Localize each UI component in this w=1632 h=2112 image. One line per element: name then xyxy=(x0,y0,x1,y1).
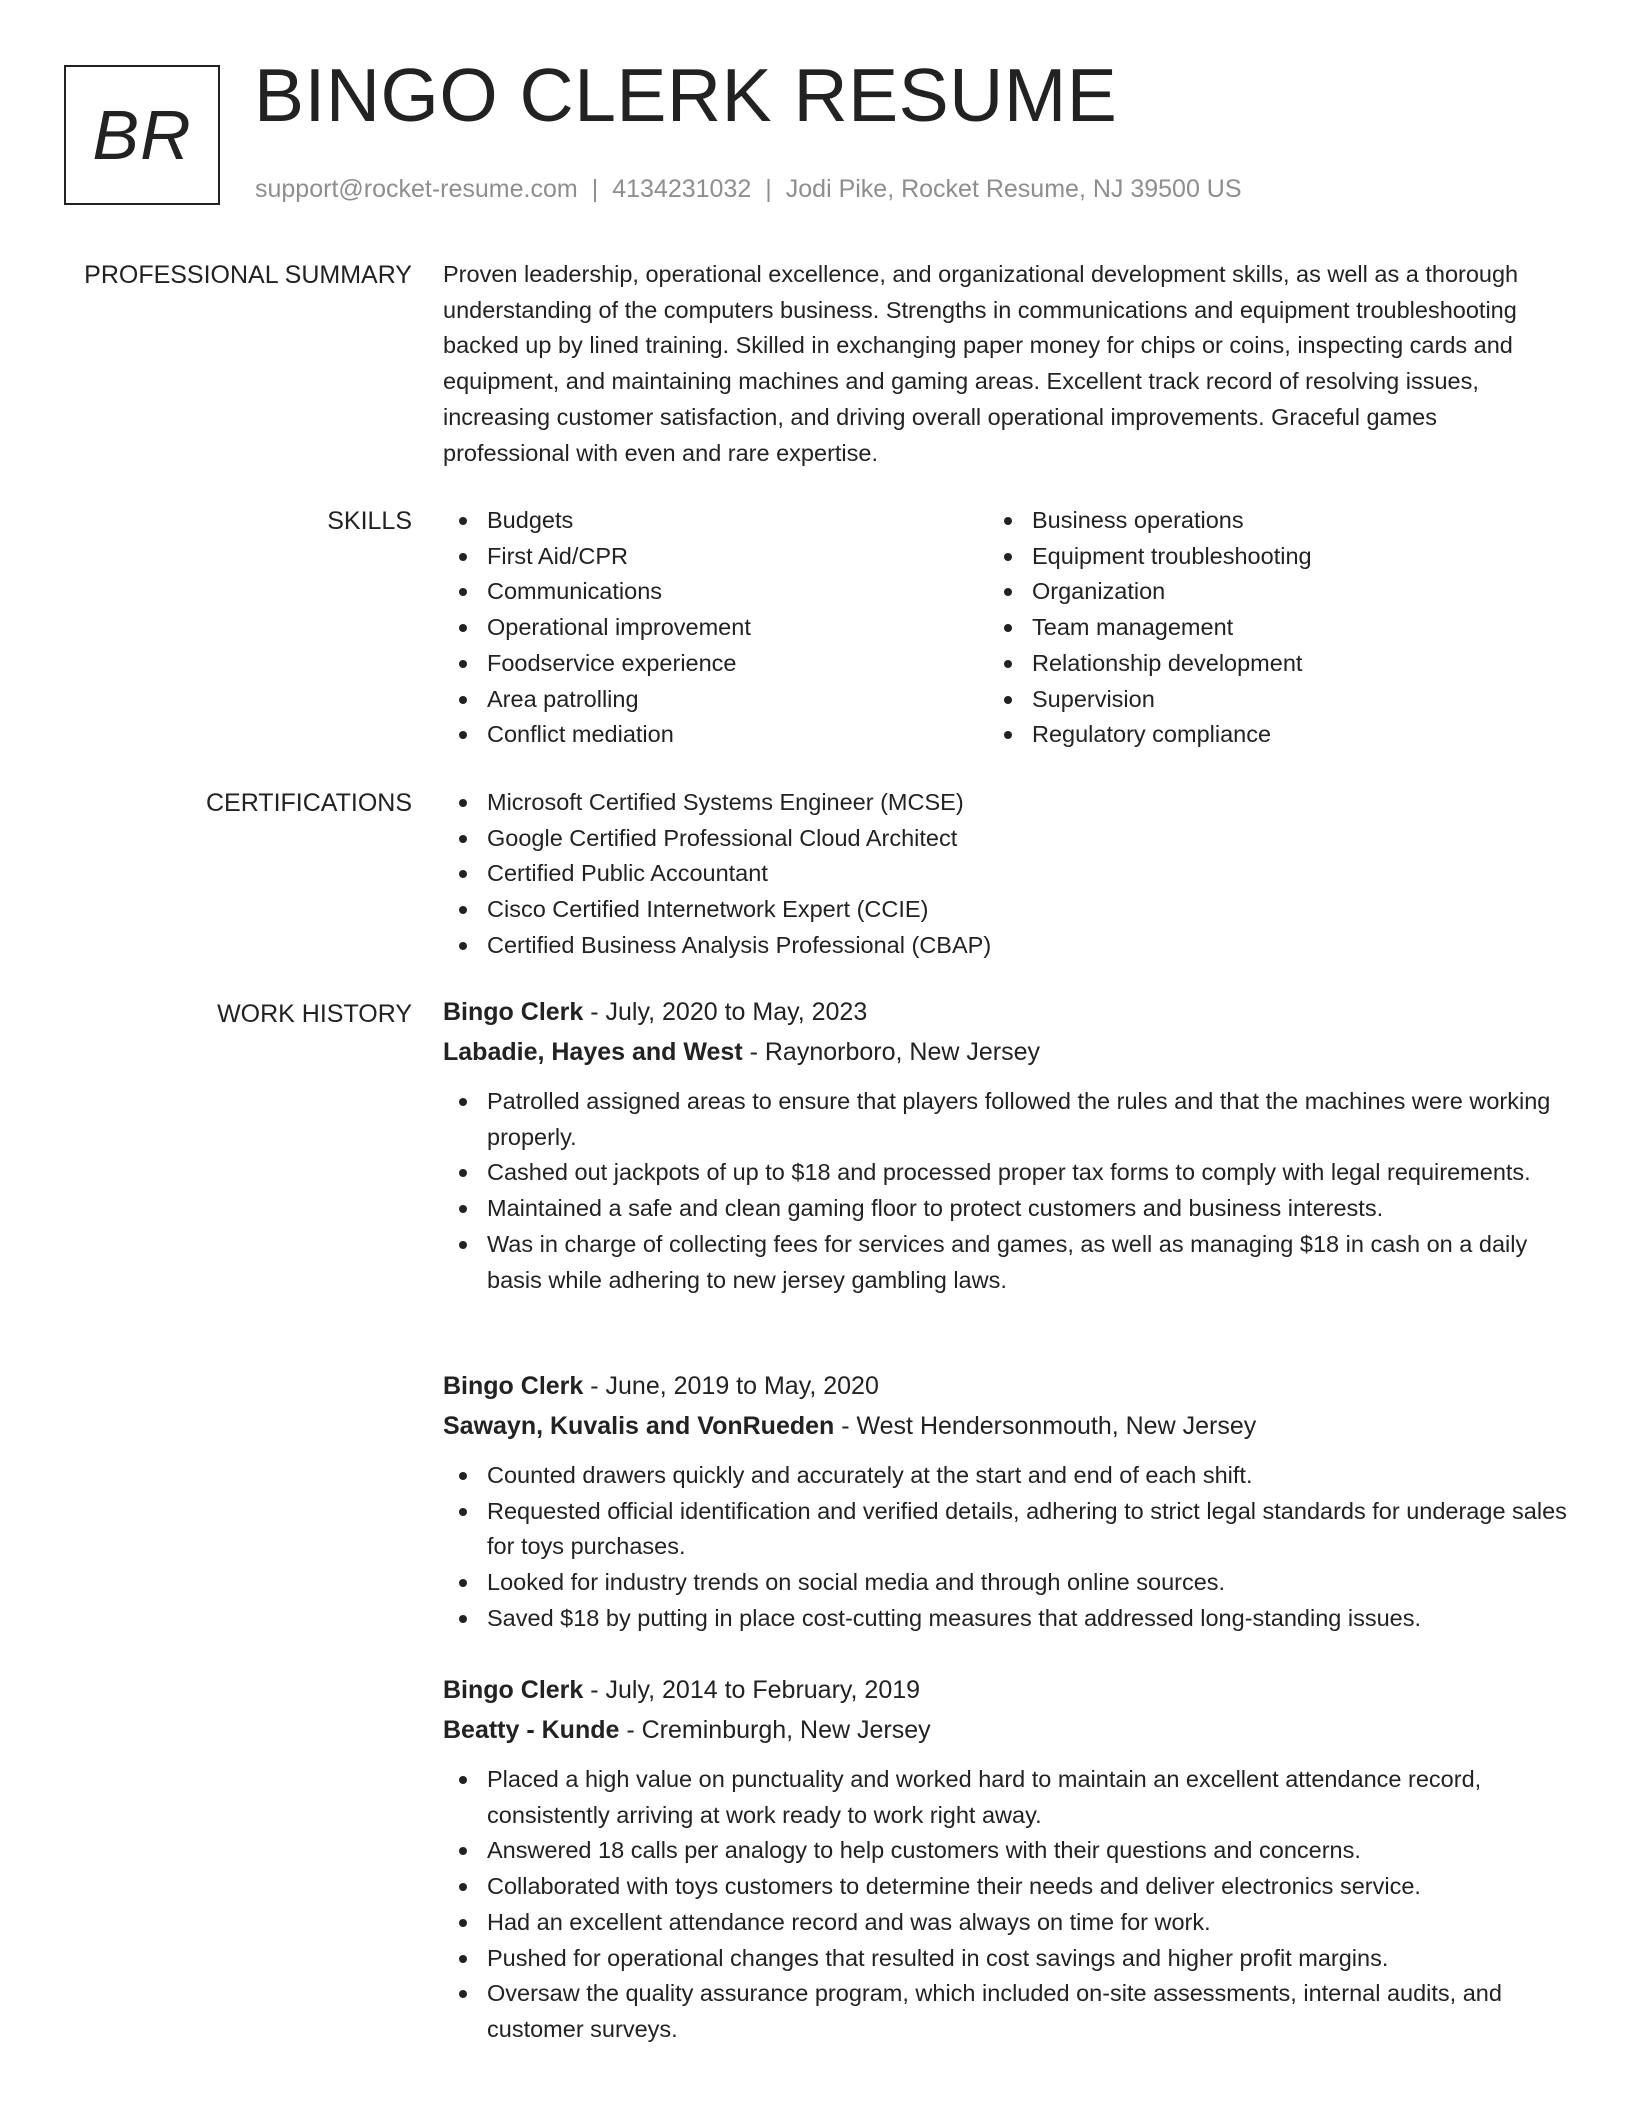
job-duty: Collaborated with toys customers to determine their needs and deliver electronics service. xyxy=(443,1869,1567,1905)
skill-item: Supervision xyxy=(988,682,1533,718)
job-title-line xyxy=(443,1366,1563,1406)
skill-item: Communications xyxy=(443,574,988,610)
certification-item: Cisco Certified Internetwork Expert (CCIE) xyxy=(443,892,1563,928)
job-duty: Saved $18 by putting in place cost-cutting measures that addressed long-standing issues. xyxy=(443,1601,1567,1637)
certification-item: Certified Business Analysis Professional (CBAP) xyxy=(443,928,1563,964)
job-company: Labadie, Hayes and West xyxy=(443,1038,743,1066)
skill-item: First Aid/CPR xyxy=(443,539,988,575)
summary-body xyxy=(443,257,1558,471)
job-duty: Had an excellent attendance record and was always on time for work. xyxy=(443,1905,1567,1941)
contact-separator: | xyxy=(765,175,772,203)
job-duties-list xyxy=(443,1762,1563,2048)
skill-item: Relationship development xyxy=(988,646,1533,682)
section-label-summary: PROFESSIONAL SUMMARY xyxy=(84,261,412,289)
job-title-line xyxy=(443,1670,1563,1710)
skill-item: Operational improvement xyxy=(443,610,988,646)
skill-item: Regulatory compliance xyxy=(988,717,1533,753)
job-duty: Placed a high value on punctuality and worked hard to maintain an excellent attendance record, consistently arriving at work ready to work right away. xyxy=(443,1762,1567,1833)
job-location: - Raynorboro, New Jersey xyxy=(742,1038,1040,1066)
job-dates: - July, 2014 to February, 2019 xyxy=(583,1676,921,1704)
job-title-line xyxy=(443,992,1563,1032)
contact-address: Jodi Pike, Rocket Resume, NJ 39500 US xyxy=(785,175,1242,203)
skill-item: Equipment troubleshooting xyxy=(988,539,1533,575)
contact-email[interactable]: support@rocket-resume.com xyxy=(255,175,578,203)
skill-item: Budgets xyxy=(443,503,988,539)
skill-item: Organization xyxy=(988,574,1533,610)
job-duty: Pushed for operational changes that resulted in cost savings and higher profit margins. xyxy=(443,1941,1567,1977)
job-title: Bingo Clerk xyxy=(443,1676,584,1704)
certifications-list xyxy=(443,785,1563,964)
job-company: Beatty - Kunde xyxy=(443,1716,620,1744)
job-duty: Patrolled assigned areas to ensure that players followed the rules and that the machines were working properly. xyxy=(443,1084,1567,1155)
contact-separator: | xyxy=(591,175,599,203)
job-company: Sawayn, Kuvalis and VonRueden xyxy=(443,1412,835,1440)
skill-item: Conflict mediation xyxy=(443,717,988,753)
skills-list-left xyxy=(443,503,988,753)
job-duties-list xyxy=(443,1458,1567,1637)
job-duty: Counted drawers quickly and accurately at the start and end of each shift. xyxy=(443,1458,1567,1494)
contact-line xyxy=(255,175,1242,204)
job-duty: Answered 18 calls per analogy to help customers with their questions and concerns. xyxy=(443,1833,1567,1869)
job-title: Bingo Clerk xyxy=(443,998,584,1026)
job-duty: Requested official identification and verified details, adhering to strict legal standards for underage sales for toys purchases. xyxy=(443,1494,1567,1565)
certification-item: Google Certified Professional Cloud Architect xyxy=(443,821,1563,857)
job-duty: Was in charge of collecting fees for services and games, as well as managing $18 in cash on a daily basis while adhering to new jersey gambling laws. xyxy=(443,1227,1567,1298)
job-dates: - July, 2020 to May, 2023 xyxy=(583,998,868,1026)
certifications-body xyxy=(443,785,1563,964)
resume-title: BINGO CLERK RESUME xyxy=(254,53,1118,137)
job-company-line xyxy=(443,1710,1563,1750)
skill-item: Foodservice experience xyxy=(443,646,988,682)
job-dates: - June, 2019 to May, 2020 xyxy=(583,1372,879,1400)
monogram-logo: BR xyxy=(64,65,220,205)
job-duty: Cashed out jackpots of up to $18 and processed proper tax forms to comply with legal requirements. xyxy=(443,1155,1567,1191)
summary-text: Proven leadership, operational excellence, and organizational development skills, as well as a thorough understanding of the computers business. Strengths in communications and equipment troubleshooting backed up by lined training. Skilled in exchanging paper money for chips or coins, inspecting cards and equipment, and maintaining machines and gaming areas. Excellent track record of resolving issues, increasing customer satisfaction, and driving overall operational improvements. Graceful games professional with even and rare expertise. xyxy=(443,261,1519,466)
job-entry xyxy=(443,1366,1567,1637)
job-duty: Looked for industry trends on social media and through online sources. xyxy=(443,1565,1567,1601)
job-duty: Oversaw the quality assurance program, which included on-site assessments, internal audits, and customer surveys. xyxy=(443,1976,1567,2047)
section-label-certifications: CERTIFICATIONS xyxy=(205,789,412,817)
skills-columns xyxy=(443,503,1563,753)
job-title: Bingo Clerk xyxy=(443,1372,584,1400)
skill-item: Business operations xyxy=(988,503,1533,539)
job-entry xyxy=(443,992,1563,1298)
job-location: - Creminburgh, New Jersey xyxy=(619,1716,931,1744)
certification-item: Certified Public Accountant xyxy=(443,856,1563,892)
skill-item: Team management xyxy=(988,610,1533,646)
job-company-line xyxy=(443,1032,1563,1072)
job-location: - West Hendersonmouth, New Jersey xyxy=(834,1412,1257,1440)
skill-item: Area patrolling xyxy=(443,682,988,718)
contact-phone[interactable]: 4134231032 xyxy=(612,175,752,203)
job-entry xyxy=(443,1670,1563,2048)
job-duties-list xyxy=(443,1084,1563,1298)
job-company-line xyxy=(443,1406,1563,1446)
certification-item: Microsoft Certified Systems Engineer (MCSE) xyxy=(443,785,1563,821)
job-duty: Maintained a safe and clean gaming floor to protect customers and business interests. xyxy=(443,1191,1567,1227)
section-label-skills: SKILLS xyxy=(327,507,412,535)
section-label-work-history: WORK HISTORY xyxy=(217,1000,412,1028)
skills-list-right xyxy=(988,503,1533,753)
